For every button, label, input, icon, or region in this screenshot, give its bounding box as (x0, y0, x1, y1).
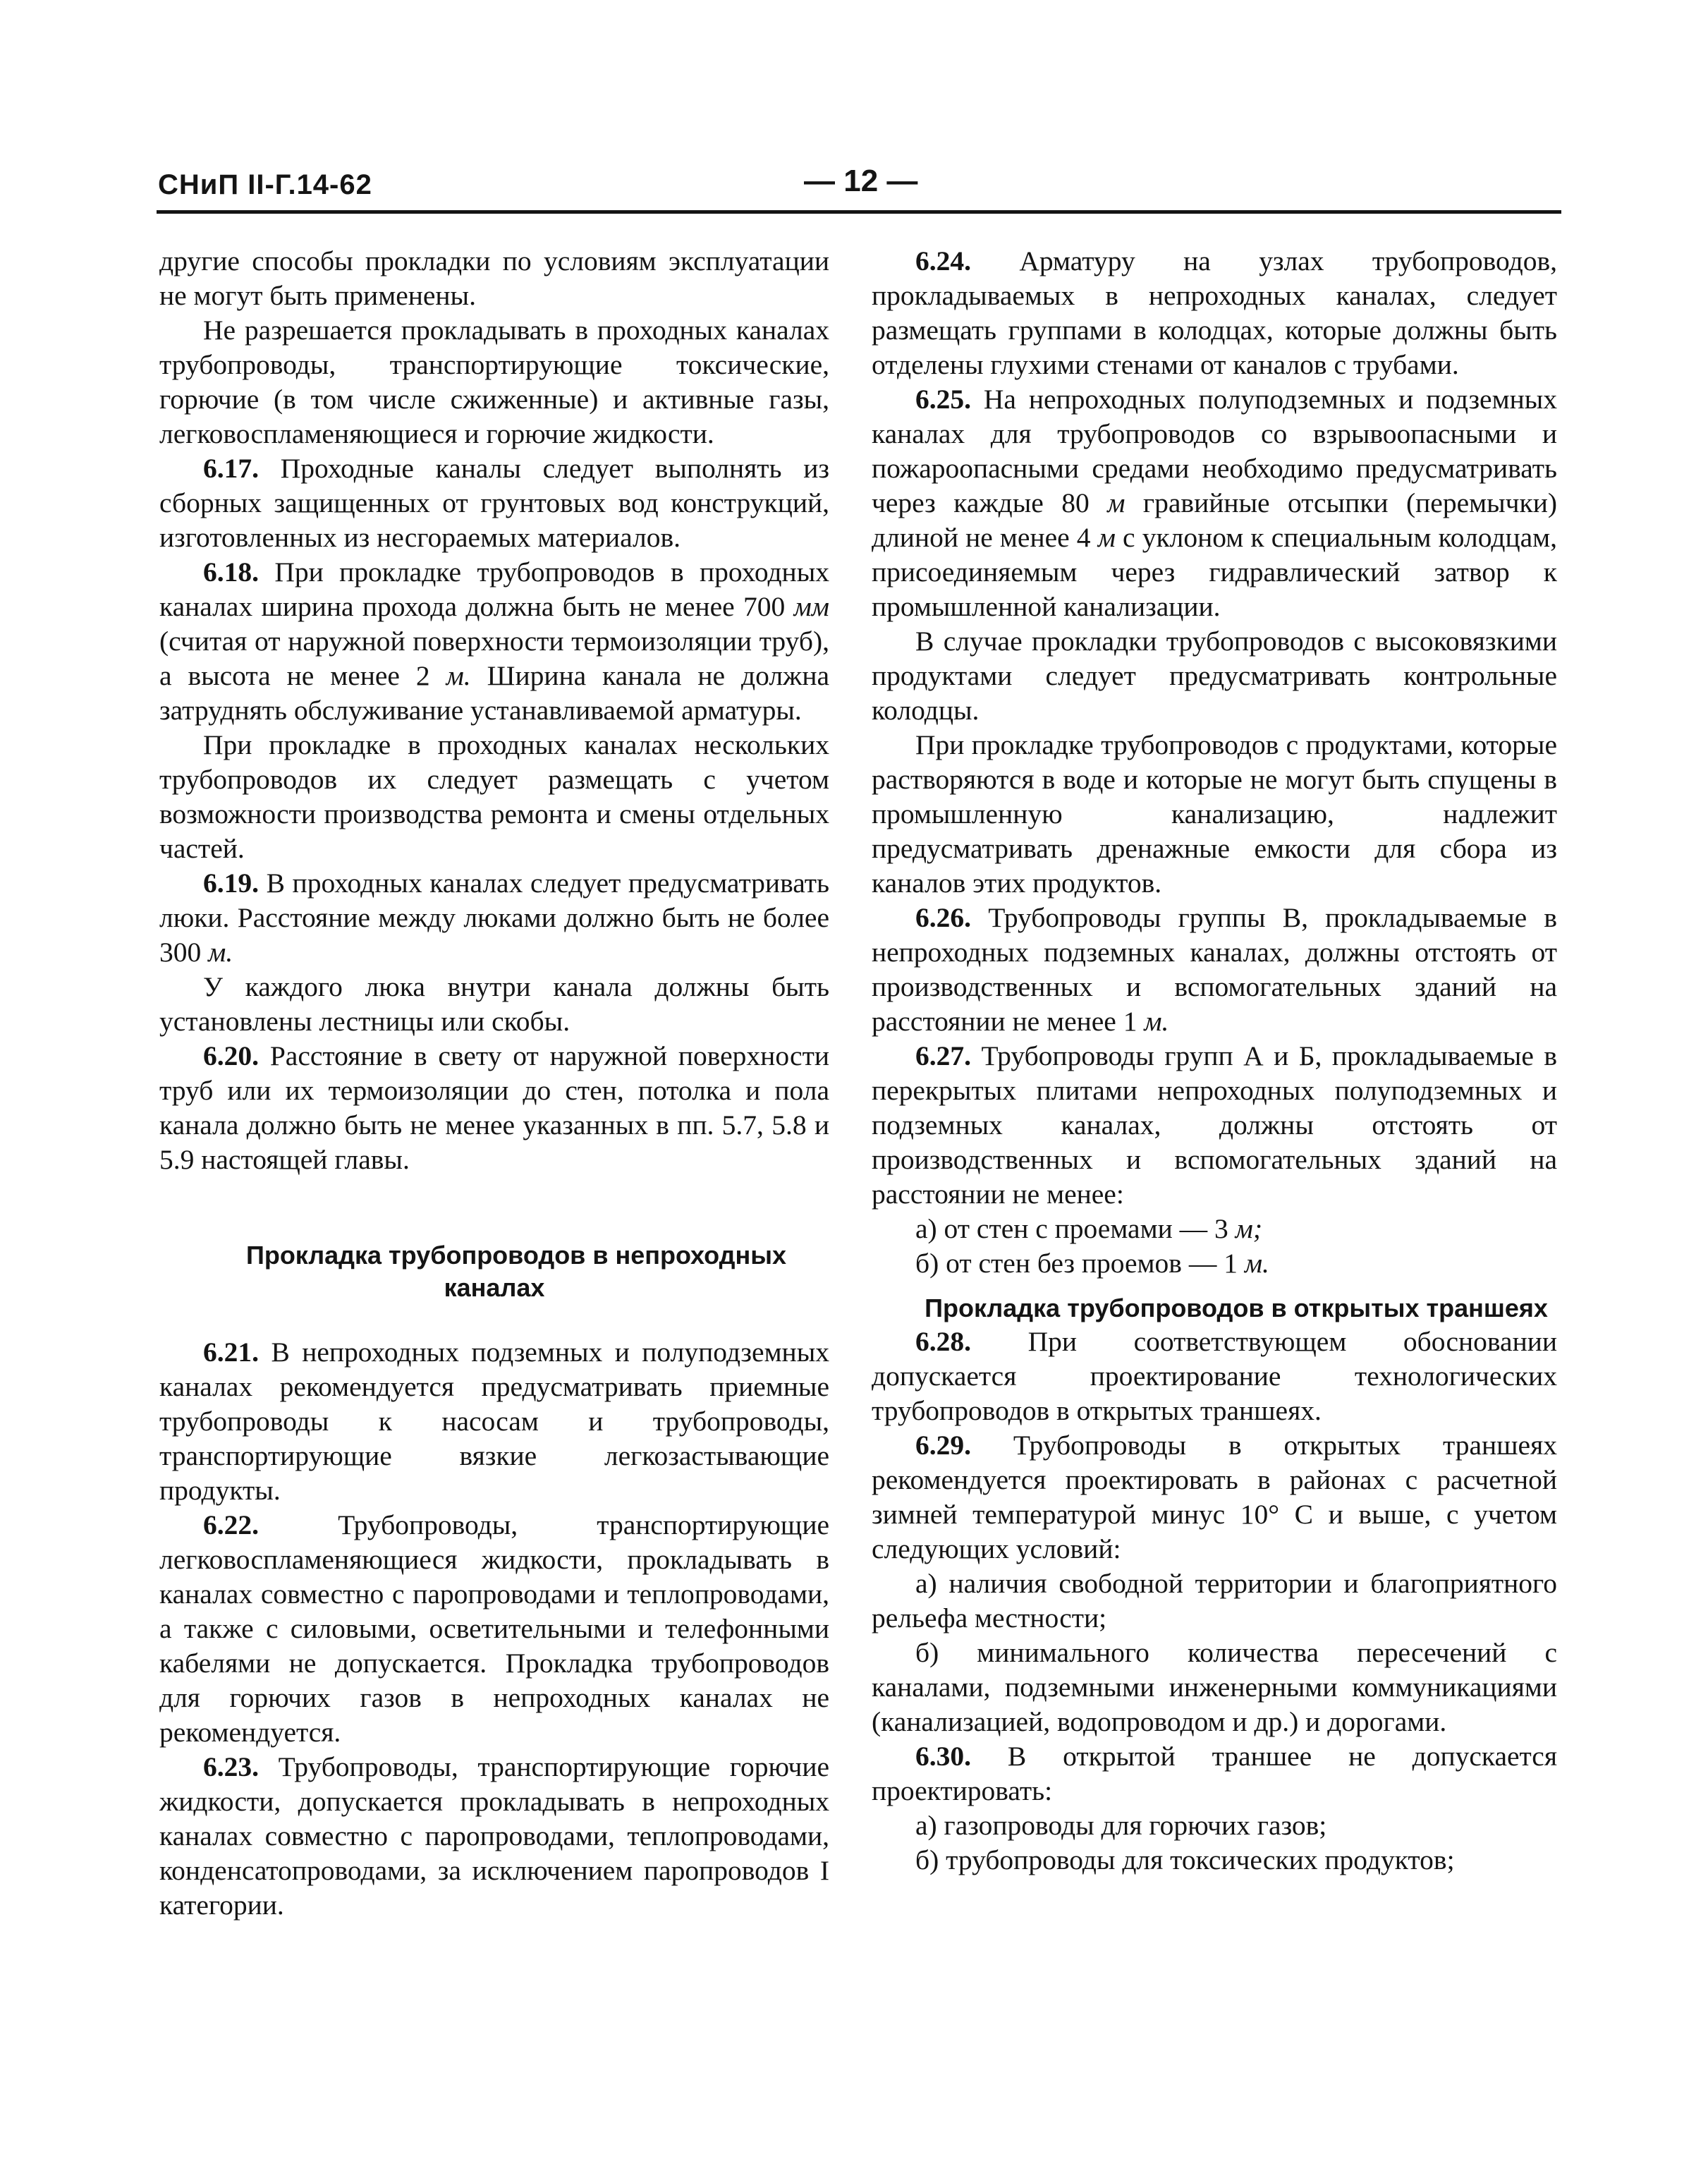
header-divider (157, 210, 1561, 214)
clause-6-20 (159, 1039, 829, 1177)
clause-6-22 (159, 1508, 829, 1750)
unit-label: м. (1144, 1006, 1169, 1037)
section-spacer (872, 1281, 1557, 1292)
clause-6-27-item-a (872, 1212, 1557, 1246)
clause-number: 6.26. (915, 902, 971, 933)
clause-text: При соответствующем обосновании допускается проектирование технологических трубопроводов в открытых траншеях. (872, 1326, 1557, 1426)
clause-number: 6.22. (203, 1509, 259, 1540)
clause-text: Трубопроводы в открытых траншеях рекомендуется проектировать в районах с расчетной зимней температурой минус 10° С и выше, с учетом следующих условий: (872, 1430, 1557, 1564)
unit-label: м; (1235, 1213, 1262, 1244)
unit-label: м. (446, 660, 471, 691)
clause-6-21 (159, 1335, 829, 1508)
clause-number: 6.30. (915, 1741, 971, 1772)
page-number: — 12 — (804, 164, 918, 198)
unit-label: мм (793, 591, 829, 622)
clause-text: Трубопроводы, транспортирующие горючие жидкости, допускается прокладывать в непроходных каналах совместно с паропроводами, теплопроводами, конденсатопроводами, за исключением паропроводов I категории. (159, 1751, 829, 1921)
section-heading: Прокладка трубопроводов в открытых траншеях (925, 1294, 1548, 1322)
paragraph-continuation: другие способы прокладки по условиям эксплуатации не могут быть применены. (159, 245, 829, 311)
clause-number: 6.18. (203, 556, 259, 588)
clause-text: Проходные каналы следует выполнять из сборных защищенных от грунтовых вод конструкций, изготовленных из несгораемых материалов. (159, 453, 829, 553)
unit-label: м (1107, 487, 1126, 518)
document-code: СНиП II-Г.14-62 (158, 169, 372, 200)
section-heading: Прокладка трубопроводов в непроходных каналах (245, 1241, 787, 1302)
clause-6-25-paragraph-3: При прокладке трубопроводов с продуктами, которые растворяются в воде и которые не могут быть спущены в промышленную канализацию, надлежит предусматривать дренажные емкости для сбора из каналов этих продуктов. (872, 729, 1557, 899)
section-spacer (159, 1177, 829, 1239)
clause-6-19 (159, 866, 829, 970)
clause-6-18 (159, 555, 829, 728)
list-item-text: б) от стен без проемов — 1 (915, 1248, 1245, 1279)
paragraph-prohibition: Не разрешается прокладывать в проходных каналах трубопроводы, транспортирующие токсические, горючие (в том числе сжиженные) и активные газы, легковоспламеняющиеся и горючие жидкости. (159, 315, 829, 449)
clause-number: 6.27. (915, 1040, 971, 1071)
clause-6-29-item-b: б) минимального количества пересечений с каналами, подземными инженерными коммуникациями (канализацией, водопроводом и др.) и дорогами. (872, 1637, 1557, 1737)
clause-6-28 (872, 1325, 1557, 1428)
clause-text: При прокладке трубопроводов в проходных каналах ширина прохода должна быть не менее 700 (159, 556, 829, 622)
unit-label: м. (1244, 1248, 1269, 1279)
clause-6-25-paragraph-2: В случае прокладки трубопроводов с высоковязкими продуктами следует предусматривать контрольные колодцы. (872, 626, 1557, 726)
clause-6-18-paragraph-2: При прокладке в проходных каналах нескольких трубопроводов их следует размещать с учетом возможности производства ремонта и смены отдельных частей. (159, 729, 829, 864)
clause-number: 6.21. (203, 1337, 259, 1368)
clause-number: 6.29. (915, 1430, 971, 1461)
clause-6-30 (872, 1739, 1557, 1808)
right-column (872, 244, 1557, 1878)
clause-text: с уклоном к специальным колодцам, присоединяемым через гидравлический затвор к промышленной канализации. (872, 522, 1557, 622)
clause-6-30-item-a: а) газопроводы для горючих газов; (915, 1810, 1327, 1841)
clause-text: гравийные отсыпки (перемычки) длиной не менее 4 (872, 487, 1557, 553)
clause-number: 6.24. (915, 245, 971, 276)
clause-text: Трубопроводы, транспортирующие легковоспламеняющиеся жидкости, прокладывать в каналах совместно с паропроводами и теплопроводами, а также с силовыми, осветительными и телефонными кабелями не допускается. Прокладка трубопроводов для горючих газов в непроходных каналах не рекомендуется. (159, 1509, 829, 1748)
clause-6-24 (872, 244, 1557, 382)
clause-text: (считая от наружной поверхности термоизоляции труб), а высота не менее 2 (159, 626, 829, 691)
clause-text: Трубопроводы группы В, прокладываемые в непроходных подземных каналах, должны отстоять от производственных и вспомогательных зданий на расстоянии не менее 1 (872, 902, 1557, 1037)
clause-text: Ширина канала не должна затруднять обслуживание устанавливаемой арматуры. (159, 660, 829, 726)
clause-6-30-item-b: б) трубопроводы для токсических продуктов; (915, 1844, 1455, 1875)
clause-text: Трубопроводы групп А и Б, прокладываемые в перекрытых плитами непроходных полуподземных и подземных каналах, должны отстоять от производственных и вспомогательных зданий на расстоянии не менее: (872, 1040, 1557, 1210)
clause-text: Расстояние в свету от наружной поверхности труб или их термоизоляции до стен, потолка и пола канала должно быть не менее указанных в пп. 5.7, 5.8 и 5.9 настоящей главы. (159, 1040, 829, 1175)
clause-number: 6.20. (203, 1040, 259, 1071)
clause-6-26 (872, 901, 1557, 1039)
clause-6-29-item-a: а) наличия свободной территории и благоприятного рельефа местности; (872, 1568, 1557, 1633)
unit-label: м (1097, 522, 1116, 553)
unit-label: м. (208, 937, 233, 968)
clause-text: В проходных каналах следует предусматривать люки. Расстояние между люками должно быть не более 300 (159, 868, 829, 968)
clause-text: Арматуру на узлах трубопроводов, прокладываемых в непроходных каналах, следует размещать группами в колодцах, которые должны быть отделены глухими стенами от каналов с трубами. (872, 245, 1557, 380)
clause-6-25 (872, 382, 1557, 624)
clause-text: В открытой траншее не допускается проектировать: (872, 1741, 1557, 1806)
clause-number: 6.19. (203, 868, 259, 899)
clause-6-27 (872, 1039, 1557, 1212)
list-item-text: а) от стен с проемами — 3 (915, 1213, 1236, 1244)
clause-text: В непроходных подземных и полуподземных каналах рекомендуется предусматривать приемные трубопроводы к насосам и трубопроводы, транспортирующие вязкие легкозастывающие продукты. (159, 1337, 829, 1506)
left-column (159, 244, 829, 1923)
clause-6-29 (872, 1428, 1557, 1566)
clause-text: На непроходных полуподземных и подземных каналах для трубопроводов со взрывоопасными и пожароопасными средами необходимо предусматривать через каждые 80 (872, 384, 1557, 518)
clause-6-17 (159, 451, 829, 555)
clause-number: 6.23. (203, 1751, 259, 1782)
clause-6-23 (159, 1750, 829, 1923)
clause-number: 6.28. (915, 1326, 971, 1357)
clause-6-27-item-b (872, 1246, 1557, 1281)
section-spacer (159, 1304, 829, 1335)
clause-6-19-paragraph-2: У каждого люка внутри канала должны быть установлены лестницы или скобы. (159, 971, 829, 1037)
clause-number: 6.25. (915, 384, 971, 415)
clause-number: 6.17. (203, 453, 259, 484)
